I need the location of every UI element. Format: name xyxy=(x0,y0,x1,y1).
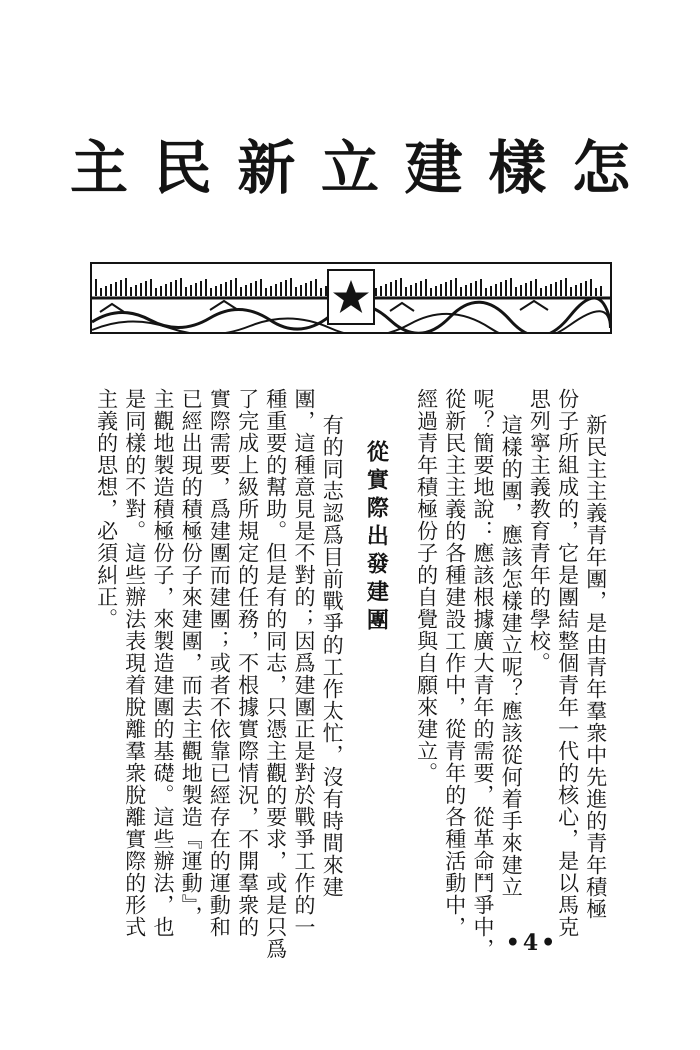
title-char: 新 xyxy=(237,134,296,202)
page-title xyxy=(70,128,630,208)
title-char: 樣 xyxy=(488,134,547,202)
text-column: 這樣的團，應該怎樣建立呢？應該從何着手來建立 xyxy=(499,414,524,898)
text-column: 了完成上級所規定的任務，不根據實際情況，不開羣衆的 xyxy=(235,388,260,938)
title-char: 立 xyxy=(320,134,379,202)
text-column: 是同樣的不對。這些辦法表現着脫離羣衆脫離實際的形式 xyxy=(122,388,147,938)
text-column: 主觀地製造積極份子，來製造建團的基礎。這些辦法，也 xyxy=(151,388,175,938)
title-char: 建 xyxy=(404,134,463,202)
title-char: 民 xyxy=(153,134,212,202)
page-number: •4• xyxy=(505,930,559,956)
title-char: 怎 xyxy=(571,134,630,202)
text-column: 呢？簡要地說：應該根據廣大青年的需要，從革命鬥爭中， xyxy=(471,388,495,960)
text-column: 新民主主義青年團，是由青年羣衆中先進的青年積極 xyxy=(583,414,608,920)
title-char: 主 xyxy=(70,134,129,202)
text-column: 從新民主主義的各種建設工作中，從青年的各種活動中， xyxy=(442,388,467,938)
text-column: 有的同志認爲目前戰爭的工作太忙，沒有時間來建 xyxy=(320,414,345,898)
text-column: 份子所組成的，它是團結整個青年一代的核心，是以馬克 xyxy=(555,388,580,938)
text-column: 種重要的幫助。但是有的同志，只憑主觀的要求，或是只爲 xyxy=(263,388,288,960)
text-column: 實際需要，爲建團而建團；或者不依靠已經存在的運動和 xyxy=(207,388,232,938)
section-heading: 從實際出發建團 xyxy=(363,440,390,636)
text-column: 已經出現的積極份子來建團，而去主觀地製造『運動』， xyxy=(179,388,204,928)
text-column: 團，這種意見是不對的；因爲建團正是對於戰爭工作的一 xyxy=(292,388,316,938)
decorative-banner xyxy=(90,262,612,334)
text-column: 主義的思想，必須糾正。 xyxy=(94,388,119,630)
text-column: 經過青年積極份子的自覺與自願來建立。 xyxy=(414,388,439,784)
text-column: 思列寧主義教育青年的學校。 xyxy=(527,388,552,674)
